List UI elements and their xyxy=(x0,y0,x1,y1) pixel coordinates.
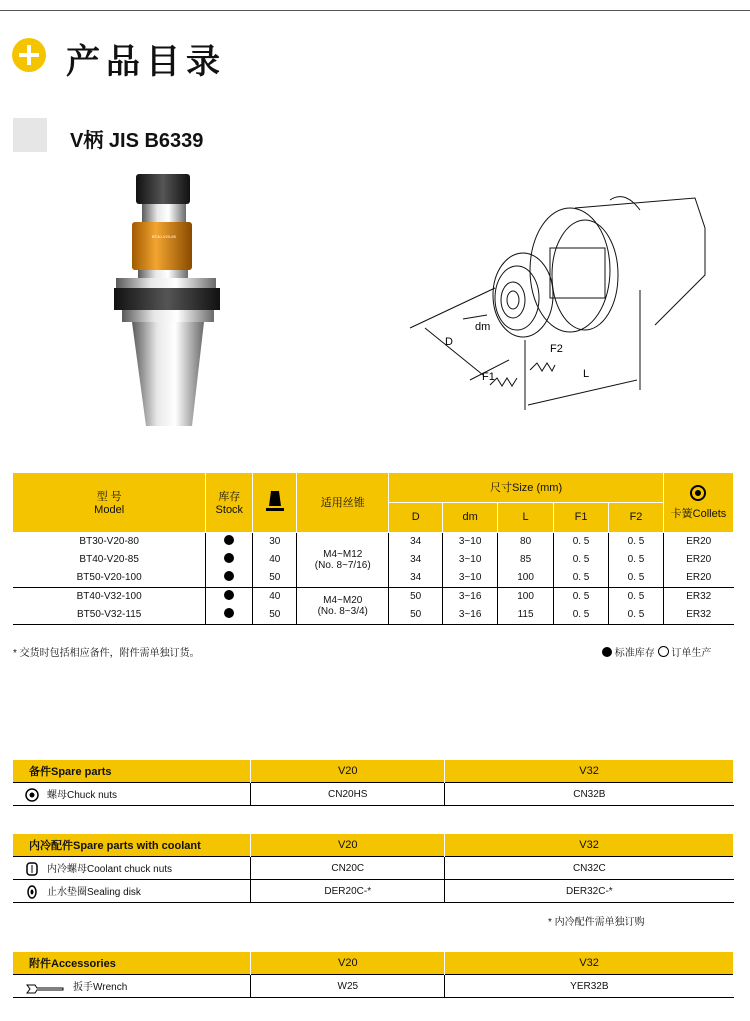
label-dm: dm xyxy=(475,321,491,333)
table-row: 内冷螺母Coolant chuck nuts CN20C CN32C xyxy=(13,857,734,880)
thread-group-1: M4~M12 (No. 8~7/16) xyxy=(297,532,389,587)
accessories-table: 附件Accessories V20 V32 扳手Wrench W25 YER32B xyxy=(13,952,734,998)
section-marker xyxy=(13,118,47,152)
plus-circle-icon xyxy=(12,38,46,72)
label-F1: F1 xyxy=(482,371,495,383)
stock-dot-icon xyxy=(224,608,234,618)
stock-qty-icon xyxy=(253,473,297,532)
spare-parts-table: 备件Spare parts V20 V32 螺母Chuck nuts CN20HS CN32B xyxy=(13,760,734,806)
header-F2: F2 xyxy=(609,502,664,532)
chuck-nut-icon xyxy=(25,788,39,802)
stock-dot-icon xyxy=(602,647,612,657)
sealing-disk-icon xyxy=(25,885,39,899)
stock-dot-icon xyxy=(224,535,234,545)
wrench-icon xyxy=(25,982,65,994)
page-title: 产品目录 xyxy=(66,42,226,82)
table-row: BT40-V20-85 40 34 3~10 85 0. 5 0. 5 ER20 xyxy=(13,551,734,569)
coolant-parts-title: 内冷配件Spare parts with coolant xyxy=(13,834,251,857)
table-row: BT40-V32-100 40 M4~M20 (No. 8~3/4) 50 3~16 100 0. 5 0. 5 ER32 xyxy=(13,587,734,606)
table-row: BT50-V20-100 50 34 3~10 100 0. 5 0. 5 ER20 xyxy=(13,569,734,588)
spec-table xyxy=(13,473,734,625)
label-L: L xyxy=(583,368,590,380)
header-L: L xyxy=(498,502,554,532)
stock-legend: 标准库存 订单生产 xyxy=(602,644,711,659)
stock-dot-icon xyxy=(224,571,234,581)
table-row: 止水垫圈Sealing disk DER20C-* DER32C-* xyxy=(13,880,734,903)
label-D: D xyxy=(445,336,453,348)
coolant-parts-table: 内冷配件Spare parts with coolant V20 V32 内冷螺母Coolant chuck nuts CN20C CN32C 止水垫圈Sealing disk DER20C-* DER32C-* xyxy=(13,834,734,903)
header-D: D xyxy=(389,502,443,532)
header-size: 尺寸Size (mm) xyxy=(389,473,664,502)
label-F2: F2 xyxy=(550,343,563,355)
section-title: V柄 JIS B6339 xyxy=(70,130,204,152)
table-row: 螺母Chuck nuts CN20HS CN32B xyxy=(13,783,734,806)
tool-holder-photo xyxy=(100,168,235,430)
stock-dot-icon xyxy=(224,553,234,563)
spare-parts-title: 备件Spare parts xyxy=(13,760,251,783)
top-rule xyxy=(0,10,750,11)
dimension-drawing xyxy=(405,180,745,425)
table-row: BT50-V32-115 50 50 3~16 115 0. 5 0. 5 ER32 xyxy=(13,606,734,625)
thread-group-2: M4~M20 (No. 8~3/4) xyxy=(297,587,389,624)
delivery-note: * 交货时包括相应备件，附件需单独订货。 xyxy=(13,648,200,659)
coolant-note: * 内冷配件需单独订购 xyxy=(548,917,645,928)
header-model: 型 号 Model xyxy=(13,473,206,532)
header-F1: F1 xyxy=(554,502,609,532)
table-row: 扳手Wrench W25 YER32B xyxy=(13,975,734,998)
accessories-title: 附件Accessories xyxy=(13,952,251,975)
coolant-nut-icon xyxy=(25,862,39,876)
header-collets: 卡簧Collets xyxy=(663,473,733,532)
header-stock: 库存 Stock xyxy=(206,473,253,532)
header-dm: dm xyxy=(443,502,498,532)
order-ring-icon xyxy=(658,646,669,657)
table-row: BT30-V20-80 30 M4~M12 (No. 8~7/16) 34 3~10 80 0. 5 0. 5 ER20 xyxy=(13,532,734,551)
stock-dot-icon xyxy=(224,590,234,600)
collet-icon xyxy=(688,484,708,502)
photo-text: BT40-V20-85 xyxy=(152,234,176,239)
header-thread: 适用丝锥 xyxy=(297,473,389,532)
